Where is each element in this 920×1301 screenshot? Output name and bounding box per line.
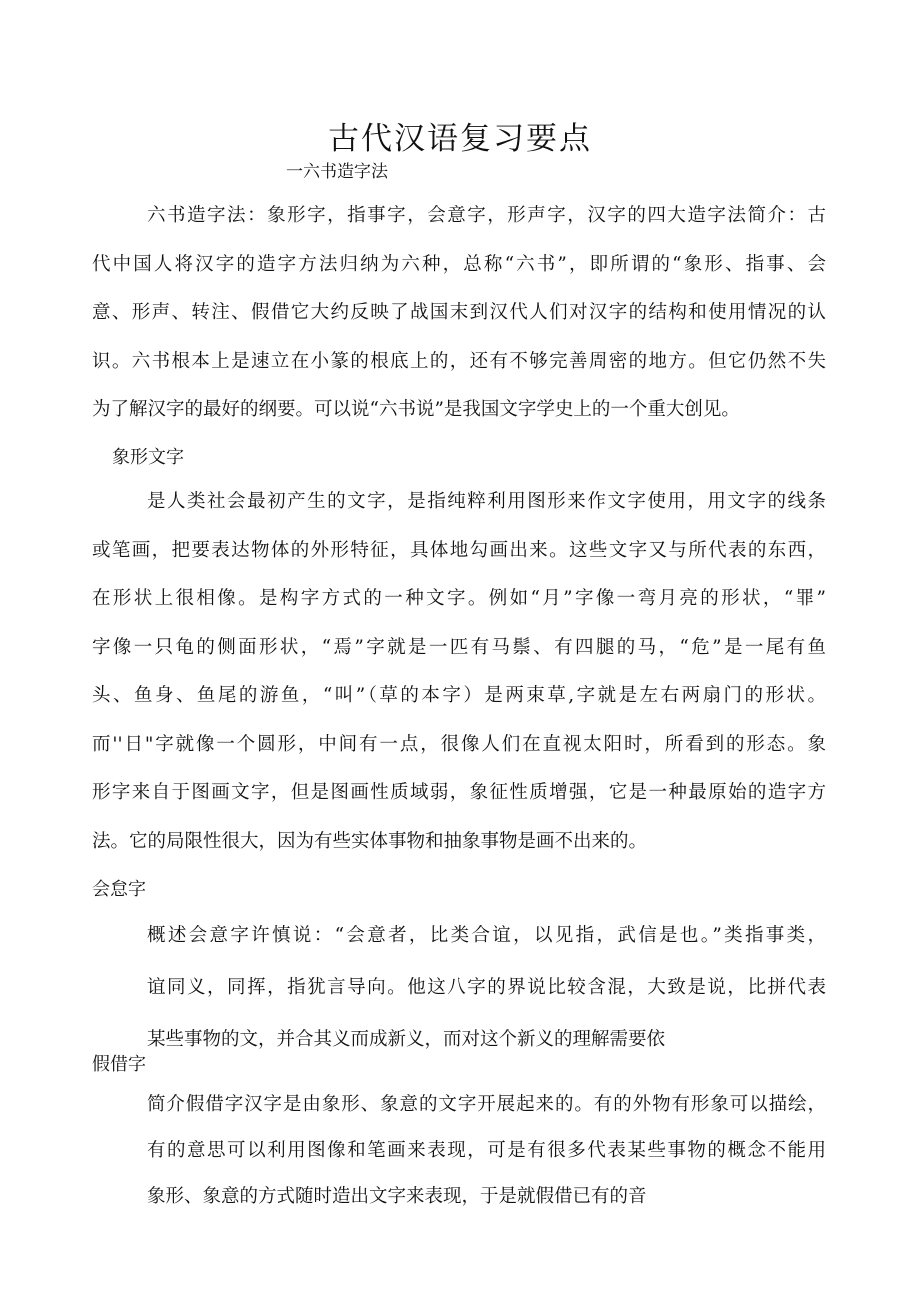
document-title: 古代汉语复习要点 bbox=[328, 120, 592, 157]
paragraph-line: 为了解汉字的最好的纲要。可以说“六书说”是我国文字学史上的一个重大创见。 bbox=[92, 399, 740, 420]
paragraph-line: 或笔画，把要表达物体的外形特征，具体地勾画出来。这些文字又与所代表的东西， bbox=[92, 539, 826, 561]
section-title: 一六书造字法 bbox=[286, 162, 388, 182]
loan-heading: 假借字 bbox=[92, 1054, 146, 1075]
paragraph-line: 在形状上很相像。是构字方式的一种文字。例如“月”字像一弯月亮的形状，“罪” bbox=[92, 588, 826, 609]
paragraph-line: 头、鱼身、鱼尾的游鱼，“叫”（草的本字）是两束草,字就是左右两扇门的形状。 bbox=[92, 685, 826, 706]
paragraph-line: 有的意思可以利用图像和笔画来表现，可是有很多代表某些事物的概念不能用 bbox=[147, 1140, 826, 1161]
paragraph-line: 代中国人将汉字的造字方法归纳为六种，总称“六书”，即所谓的“象形、指事、会 bbox=[92, 253, 826, 275]
paragraph-line: 意、形声、转注、假借它大约反映了战国末到汉代人们对汉字的结构和使用情况的认 bbox=[92, 302, 826, 323]
pictograph-heading: 象形文字 bbox=[112, 447, 184, 468]
paragraph-line: 识。六书根本上是速立在小篆的根底上的，还有不够完善周密的地方。但它仍然不失 bbox=[92, 350, 826, 372]
ideograph-heading: 会怠字 bbox=[92, 879, 146, 900]
paragraph-line: 是人类社会最初产生的文字，是指纯粹利用图形来作文字使用，用文字的线条 bbox=[147, 491, 826, 512]
paragraph-line: 谊同义，同挥，指犹言导向。他这八字的界说比较含混，大致是说，比拼代表 bbox=[147, 977, 826, 998]
paragraph-line: 字像一只龟的侧面形状，“焉”字就是一匹有马鬃、有四腿的马，“危”是一尾有鱼 bbox=[92, 636, 826, 658]
paragraph-line: 而''日"字就像一个圆形，中间有一点，很像人们在直视太阳时，所看到的形态。象 bbox=[92, 733, 826, 755]
pictograph-paragraph bbox=[92, 478, 826, 866]
intro-paragraph bbox=[92, 192, 826, 435]
paragraph-line: 形字来自于图画文字，但是图画性质域弱，象征性质增强，它是一种最原始的造字方 bbox=[92, 782, 826, 803]
paragraph-line: 象形、象意的方式随时造出文字来表现，于是就假借已有的音 bbox=[147, 1186, 647, 1207]
paragraph-line: 概述会意字许慎说：“会意者，比类合谊，以见指，武信是也。”类指事类， bbox=[147, 925, 826, 946]
loan-paragraph bbox=[147, 1082, 826, 1220]
ideograph-paragraph bbox=[147, 910, 826, 1066]
paragraph-line: 简介假借字汉字是由象形、象意的文字开展起来的。有的外物有形象可以描绘， bbox=[147, 1094, 826, 1115]
paragraph-line: 某些事物的文，并合其义而成新义，而对这个新义的理解需要依 bbox=[147, 1029, 666, 1050]
paragraph-line: 法。它的局限性很大，因为有些实体事物和抽象事物是画不出来的。 bbox=[92, 830, 648, 852]
paragraph-line: 六书造字法：象形字，指事字，会意字，形声字，汉字的四大造字法简介：古 bbox=[147, 205, 826, 226]
